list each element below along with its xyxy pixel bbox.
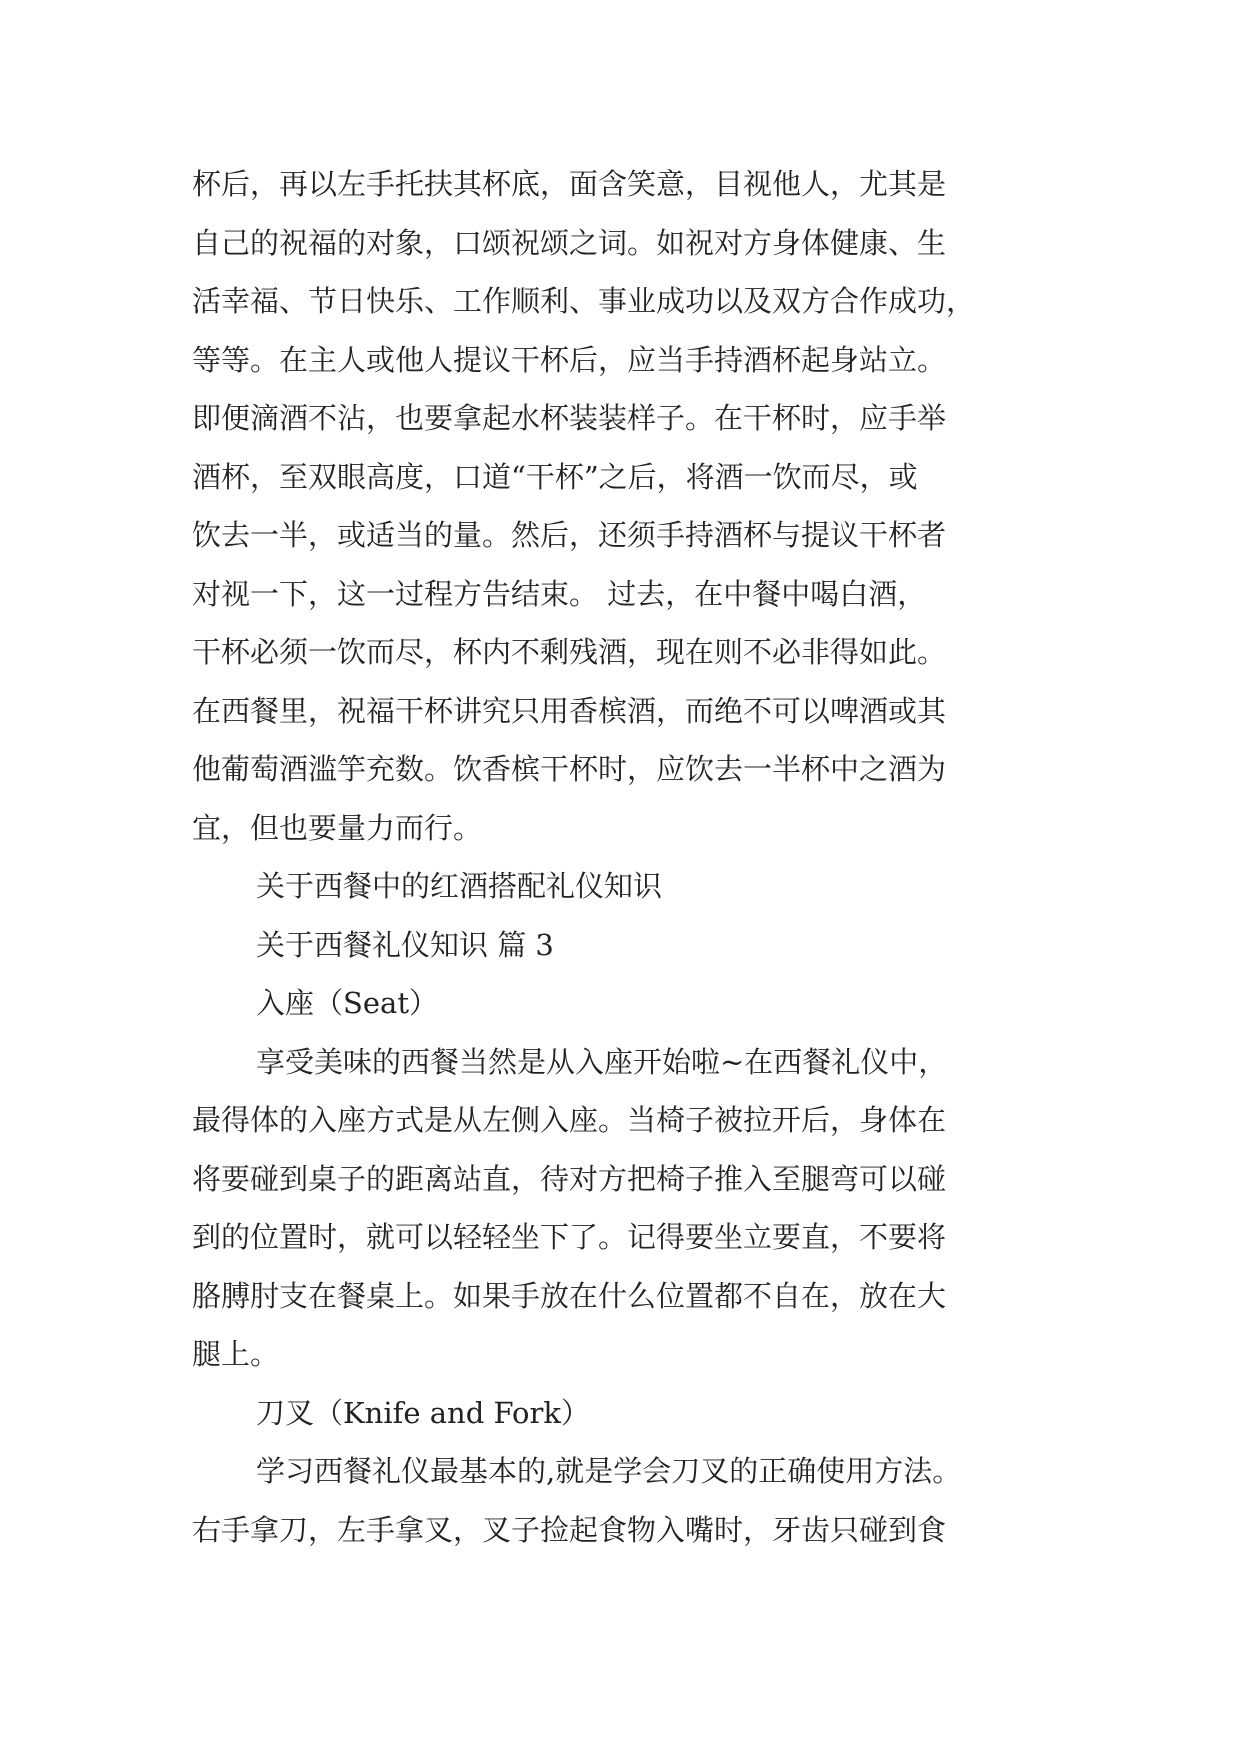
text-line: 活幸福、节日快乐、工作顺利、事业成功以及双方合作成功，	[192, 284, 976, 318]
section-heading: 关于西餐礼仪知识 篇 3	[256, 927, 554, 962]
text-line: 自己的祝福的对象，口颂祝颂之词。如祝对方身体健康、生	[192, 225, 947, 260]
text-line: 宜，但也要量力而行。	[192, 810, 483, 845]
text-line: 等等。在主人或他人提议干杯后，应当手持酒杯起身站立。	[192, 342, 947, 377]
subsection-heading: 刀叉（Knife and Fork）	[256, 1395, 590, 1430]
text-line: 腿上。	[192, 1337, 280, 1371]
text-line: 饮去一半，或适当的量。然后，还须手持酒杯与提议干杯者	[192, 518, 947, 552]
paragraph-start-line: 学习西餐礼仪最基本的,就是学会刀叉的正确使用方法。	[256, 1454, 962, 1488]
text-line: 胳膊肘支在餐桌上。如果手放在什么位置都不自在，放在大	[192, 1278, 947, 1313]
text-line: 到的位置时，就可以轻轻坐下了。记得要坐立要直，不要将	[192, 1220, 947, 1254]
text-line: 酒杯，至双眼高度，口道“干杯”之后，将酒一饮而尽，或	[192, 459, 918, 494]
text-line: 干杯必须一饮而尽，杯内不剩残酒，现在则不必非得如此。	[192, 635, 947, 669]
text-line: 将要碰到桌子的距离站直，待对方把椅子推入至腿弯可以碰	[192, 1161, 947, 1196]
text-line: 他葡萄酒滥竽充数。饮香槟干杯时，应饮去一半杯中之酒为	[192, 752, 947, 786]
text-line: 最得体的入座方式是从左侧入座。当椅子被拉开后，身体在	[192, 1103, 947, 1137]
text-line: 对视一下，这一过程方告结束。 过去，在中餐中喝白酒，	[192, 576, 927, 611]
subsection-heading: 入座（Seat）	[256, 986, 438, 1020]
section-heading: 关于西餐中的红酒搭配礼仪知识	[256, 869, 663, 903]
text-line: 即便滴酒不沾，也要拿起水杯装装样子。在干杯时，应手举	[192, 401, 947, 435]
text-line: 杯后，再以左手托扶其杯底，面含笑意，目视他人，尤其是	[192, 167, 947, 201]
document-page	[192, 155, 1072, 1559]
text-line: 右手拿刀，左手拿叉，叉子捡起食物入嘴时，牙齿只碰到食	[192, 1512, 947, 1547]
paragraph-start-line: 享受美味的西餐当然是从入座开始啦~在西餐礼仪中，	[256, 1044, 948, 1079]
text-line: 在西餐里，祝福干杯讲究只用香槟酒，而绝不可以啤酒或其	[192, 693, 947, 728]
